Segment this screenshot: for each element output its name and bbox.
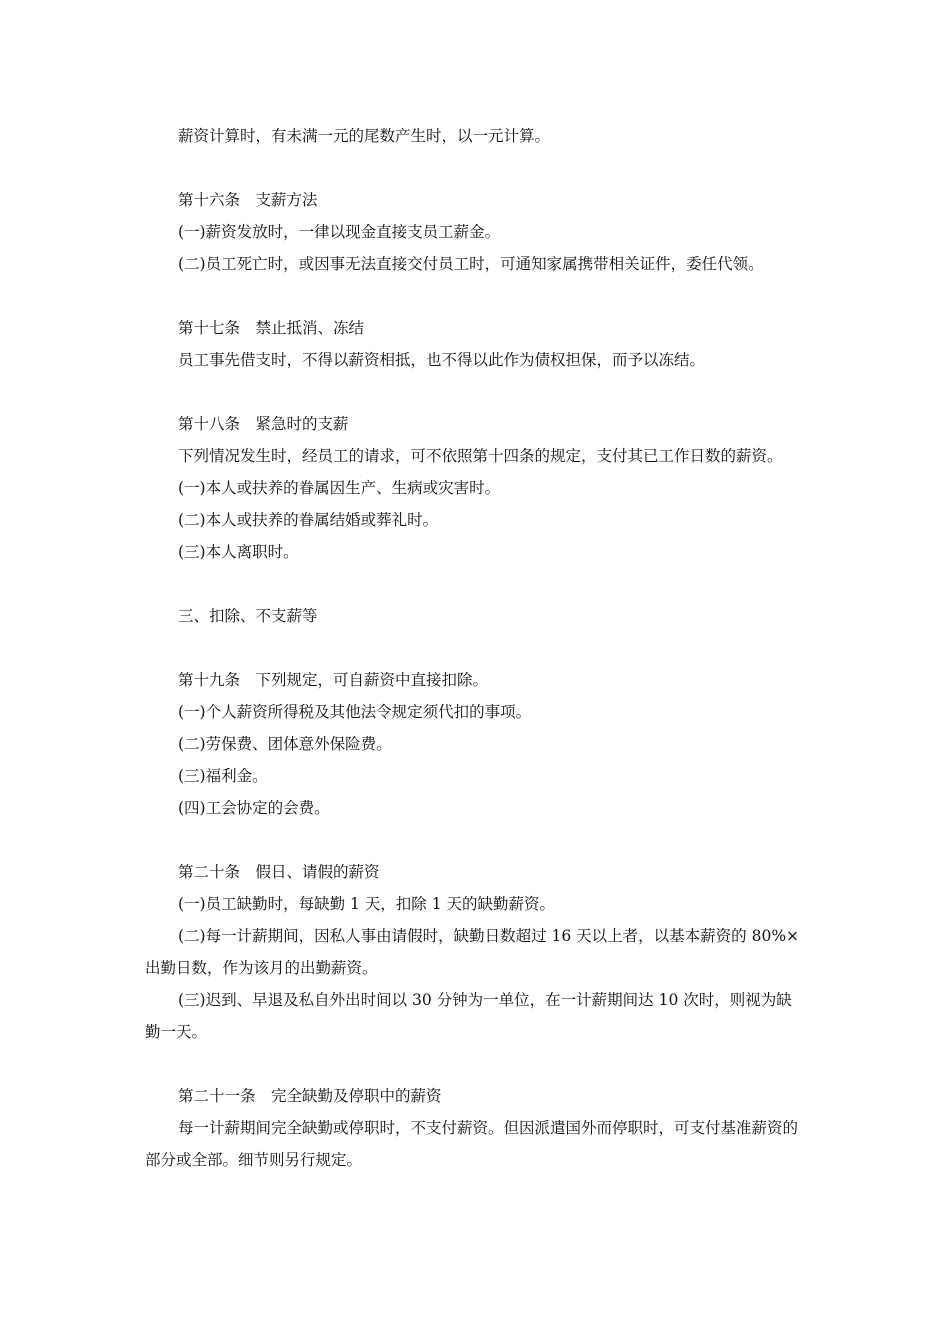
article-20-title: 第二十条 假日、请假的薪资 — [178, 863, 380, 881]
document-body — [145, 120, 805, 1176]
article-19-item-3: (三)福利金。 — [178, 767, 268, 785]
article-20-item-1: (一)员工缺勤时，每缺勤 1 天，扣除 1 天的缺勤薪资。 — [178, 895, 556, 913]
article-16-item-1: (一)薪资发放时，一律以现金直接支员工薪金。 — [178, 223, 501, 241]
article-19-title: 第十九条 下列规定，可自薪资中直接扣除。 — [178, 671, 489, 689]
section-3-title: 三、扣除、不支薪等 — [178, 607, 318, 625]
article-16-title: 第十六条 支薪方法 — [178, 191, 318, 209]
article-17-title: 第十七条 禁止抵消、冻结 — [178, 319, 365, 337]
article-21-body: 每一计薪期间完全缺勤或停职时，不支付薪资。但因派遣国外而停职时，可支付基准薪资的部分或全部。细节则另行规定。 — [145, 1119, 799, 1169]
article-20-item-2: (二)每一计薪期间，因私人事由请假时，缺勤日数超过 16 天以上者，以基本薪资的 80%×出勤日数，作为该月的出勤薪资。 — [145, 927, 800, 977]
article-16-item-2: (二)员工死亡时，或因事无法直接交付员工时，可通知家属携带相关证件，委任代领。 — [178, 255, 764, 273]
article-18-body: 下列情况发生时，经员工的请求，可不依照第十四条的规定，支付其已工作日数的薪资。 — [178, 447, 783, 465]
article-20-item-3: (三)迟到、早退及私自外出时间以 30 分钟为一单位，在一计薪期间达 10 次时，则视为缺勤一天。 — [145, 991, 792, 1041]
article-19-item-4: (四)工会协定的会费。 — [178, 799, 330, 817]
paragraph-rounding: 薪资计算时，有未满一元的尾数产生时，以一元计算。 — [178, 127, 551, 145]
article-18-item-2: (二)本人或扶养的眷属结婚或葬礼时。 — [178, 511, 439, 529]
article-18-item-1: (一)本人或扶养的眷属因生产、生病或灾害时。 — [178, 479, 501, 497]
article-18-title: 第十八条 紧急时的支薪 — [178, 415, 349, 433]
article-21-title: 第二十一条 完全缺勤及停职中的薪资 — [178, 1087, 442, 1105]
article-18-item-3: (三)本人离职时。 — [178, 543, 299, 561]
article-19-item-2: (二)劳保费、团体意外保险费。 — [178, 735, 392, 753]
article-19-item-1: (一)个人薪资所得税及其他法令规定须代扣的事项。 — [178, 703, 532, 721]
article-17-body: 员工事先借支时，不得以薪资相抵，也不得以此作为债权担保，而予以冻结。 — [178, 351, 706, 369]
